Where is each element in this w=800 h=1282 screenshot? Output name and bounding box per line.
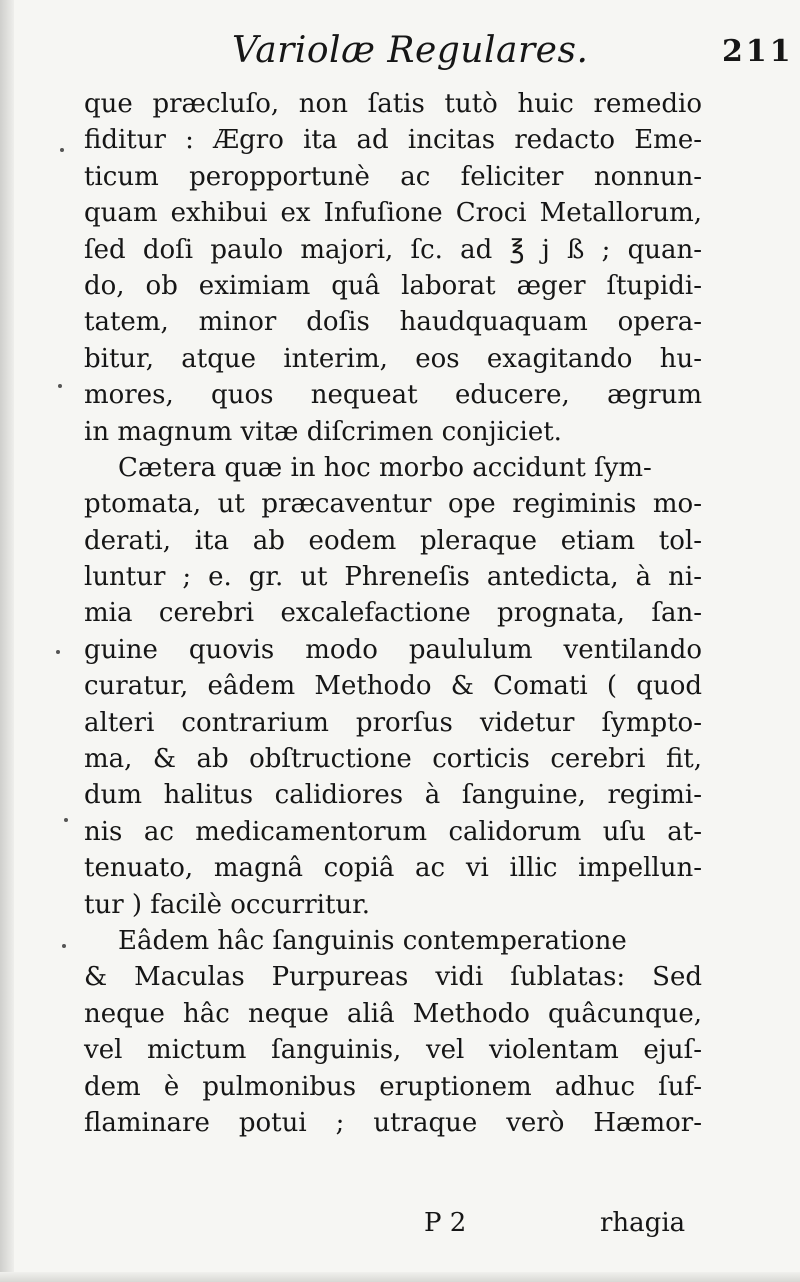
text-line: in magnum vitæ diſcrimen conjiciet. [84,416,562,447]
text-line: mores, quos nequeat educere, ægrum [84,380,702,411]
text-line: ticum peropportunè ac feliciter nonnun- [84,161,702,192]
page-header [0,30,800,90]
margin-speck [60,148,64,152]
text-line: ptomata, ut præcaventur ope regiminis mo- [84,489,702,520]
text-line: vel mictum ſanguinis, vel violentam ejuſ- [84,1035,702,1066]
text-line: guine quovis modo paululum ventilando [84,634,702,665]
text-line: bitur, atque interim, eos exagitando hu- [84,343,702,374]
text-line: nis ac medicamentorum calidorum uſu at- [84,816,702,847]
text-line: ſed doſi paulo majori, ſc. ad ℥ j ß ; quan- [84,234,702,265]
body-text [84,86,702,1141]
text-line: do, ob eximiam quâ laborat æger ſtupidi- [84,270,702,301]
text-line: mia cerebri excalefactione prognata, ſan- [84,598,702,629]
text-line: flaminare potui ; utraque verò Hæmor- [84,1107,702,1138]
margin-speck [56,650,60,654]
text-line: tur ) facilè occurritur. [84,889,370,920]
text-line: fiditur : Ægro ita ad incitas redacto Eme- [84,125,702,156]
margin-speck [64,818,68,822]
page-footer [0,1208,800,1248]
page-spine-shadow [0,0,14,1282]
margin-speck [58,384,62,388]
text-line: quam exhibui ex Infuſione Croci Metallorum, [84,198,702,229]
catchword: rhagia [600,1208,686,1238]
text-line: Cætera quæ in hoc morbo accidunt ſym- [118,452,652,483]
text-line: dum halitus calidiores à ſanguine, regimi- [84,780,702,811]
signature-mark: P 2 [424,1208,467,1238]
text-line: & Maculas Purpureas vidi ſublatas: Sed [84,962,702,993]
text-line: tenuato, magnâ copiâ ac vi illic impellun- [84,853,702,884]
text-line: que præcluſo, non ſatis tutò huic remedio [84,89,702,119]
text-line: alteri contrarium prorſus videtur ſympto- [84,707,702,738]
text-line: dem è pulmonibus eruptionem adhuc ſuf- [84,1071,702,1102]
text-line: luntur ; e. gr. ut Phreneſis antedicta, à ni- [84,562,702,593]
text-line: neque hâc neque aliâ Methodo quâcunque, [84,998,702,1029]
page-bottom-edge [0,1272,800,1282]
text-line: ma, & ab obſtructione corticis cerebri fit, [84,744,702,775]
text-line: Eâdem hâc ſanguinis contemperatione [118,925,627,956]
page-number: 211 [722,34,794,69]
margin-speck [62,944,66,948]
text-line: tatem, minor doſis haudquaquam opera- [84,307,702,338]
running-title: Variolæ Regulares. [232,30,589,71]
text-line: curatur, eâdem Methodo & Comati ( quod [84,671,702,702]
text-line: derati, ita ab eodem pleraque etiam tol- [84,525,702,556]
